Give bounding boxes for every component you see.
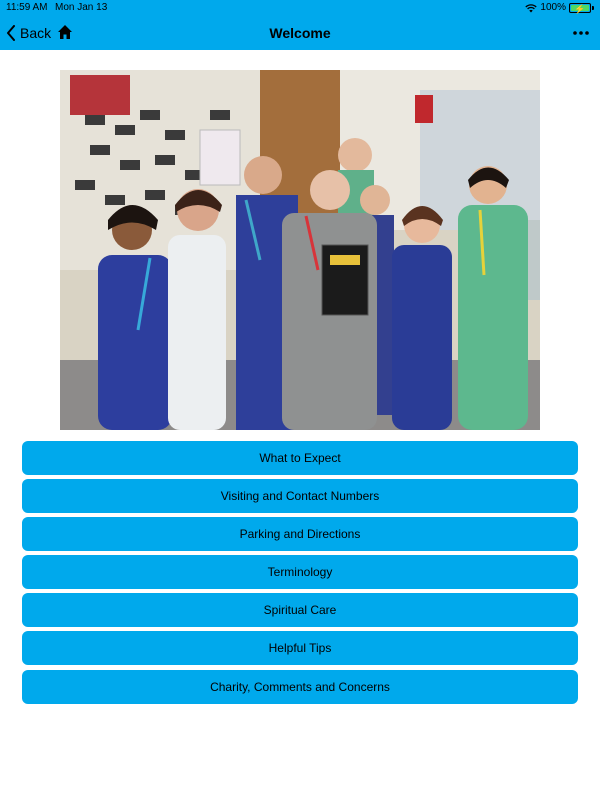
home-icon[interactable] — [57, 24, 73, 40]
welcome-team-photo — [60, 70, 540, 430]
welcome-menu — [22, 441, 578, 708]
status-time: 11:59 AM — [6, 2, 48, 13]
battery-icon — [569, 3, 591, 13]
more-dots-icon[interactable] — [572, 25, 590, 41]
back-button[interactable] — [6, 23, 51, 43]
team-photo-illustration — [60, 70, 540, 430]
chevron-left-icon — [6, 25, 16, 41]
charging-bolt-icon: ⚡ — [574, 4, 586, 14]
status-bar — [0, 0, 600, 16]
menu-button-what-to-expect[interactable]: What to Expect — [22, 441, 578, 475]
battery-cap — [592, 6, 594, 10]
status-date: Mon Jan 13 — [55, 2, 108, 13]
menu-button-helpful-tips[interactable]: Helpful Tips — [22, 631, 578, 665]
battery-percentage: 100% — [540, 2, 566, 13]
nav-bar — [0, 16, 600, 50]
menu-button-charity-comments-concerns[interactable]: Charity, Comments and Concerns — [22, 670, 578, 704]
wifi-icon — [525, 4, 537, 13]
menu-button-spiritual-care[interactable]: Spiritual Care — [22, 593, 578, 627]
menu-button-terminology[interactable]: Terminology — [22, 555, 578, 589]
app-header — [0, 0, 600, 50]
back-label: Back — [20, 25, 52, 41]
page-title: Welcome — [269, 25, 331, 41]
menu-button-visiting-contact-numbers[interactable]: Visiting and Contact Numbers — [22, 479, 578, 513]
status-right — [525, 0, 594, 16]
menu-button-parking-directions[interactable]: Parking and Directions — [22, 517, 578, 551]
